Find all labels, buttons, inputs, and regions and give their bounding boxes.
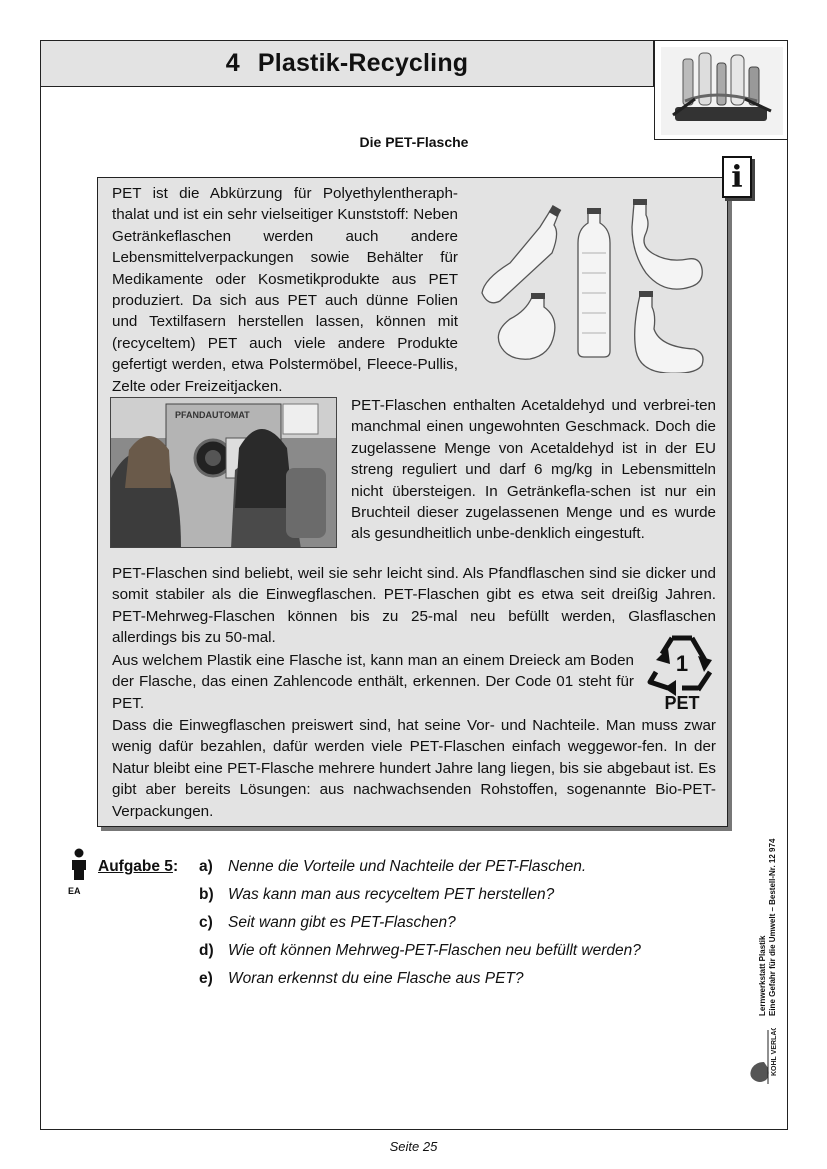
info-paragraph-1: PET ist die Abkürzung für Polyethylentheraph-thalat und ist ein sehr vielseitiger Kunststoff: Neben Getränkeflaschen werden auch andere Lebensmittelverpackungen sowie Behälter für Medikamente oder Kosmetikprodukte aus PET produziert. Da sich aus PET auch dünne Folien und Textilfasern herstellen lassen, können mit (recyceltem) PET auch viele andere Produkte gefertigt werden, etwa Polstermöbel, Fleece-Pullis, Zelte oder Freizeitjacken.: [112, 185, 458, 395]
title-bar: [40, 40, 654, 87]
task-label: [98, 858, 178, 876]
info-paragraph-4: Aus welchem Plastik eine Flasche ist, kann man an einem Dreieck am Boden der Flasche, das einen Zahlencode enthält, erkennen. Der Code 01 steht für PET.: [112, 652, 634, 712]
sidebar-subtitle-order-number: Eine Gefahr für die Umwelt – Bestell-Nr. 12 974: [768, 838, 777, 1016]
task-colon: :: [172, 858, 179, 875]
section-subheading: Die PET-Flasche: [359, 134, 469, 150]
pet-recycling-symbol-icon: [642, 626, 722, 712]
crushed-bottles-photo: [470, 193, 718, 373]
bottle-deposit-machine-photo: [110, 397, 337, 548]
question-c: c) Seit wann gibt es PET-Flaschen?: [199, 914, 456, 931]
header-photo-plastic-waste: [654, 40, 788, 140]
publisher-logo: [746, 1028, 780, 1090]
task-mode-label: EA: [68, 886, 81, 896]
recycle-code: 1: [675, 651, 689, 676]
recycle-name: PET: [664, 693, 700, 712]
chapter-heading: [226, 49, 469, 78]
info-paragraph-2: PET-Flaschen enthalten Acetaldehyd und verbrei-ten manchmal einen ungewohnten Geschmack. Doch die zugelassene Menge von Acetaldehyd ist in der EU streng reguliert und darf 6 mg/kg in Lebensmitteln nicht übersteigen. In Getränkefla-schen ist nur ein Bruchteil dieser zugelassenen Menge und es wurde als gesundheitlich unbe-denklich eingestuft.: [351, 397, 716, 543]
question-e: e) Woran erkennst du eine Flasche aus PET?: [199, 970, 524, 987]
page-number: Seite 25: [389, 1139, 438, 1154]
chapter-number: 4: [225, 49, 240, 77]
sidebar-series-title: Lernwerkstatt Plastik: [758, 935, 767, 1016]
info-icon: i: [722, 156, 752, 198]
question-b: b) Was kann man aus recyceltem PET herstellen?: [199, 886, 555, 903]
question-a: a) Nenne die Vorteile und Nachteile der PET-Flaschen.: [199, 858, 587, 875]
info-paragraph-3: PET-Flaschen sind beliebt, weil sie sehr leicht sind. Als Pfandflaschen sind sie dicker und somit stabiler als die Einwegflaschen. PET-Flaschen gibt es etwa seit dreißig Jahren. PET-Mehrweg-Flaschen können bis zu 25-mal neu befüllt werden, Glasflaschen allerdings bis zu 50-mal.: [112, 565, 716, 647]
task-title: Aufgabe 5: [98, 858, 173, 875]
publisher-name: KOHL VERLAG: [771, 1028, 778, 1076]
machine-label: PFANDAUTOMAT: [175, 410, 250, 420]
question-d: d) Wie oft können Mehrweg-PET-Flaschen neu befüllt werden?: [199, 942, 641, 959]
info-paragraph-5: Dass die Einwegflaschen preiswert sind, hat seine Vor- und Nachteile. Man muss zwar wenig dafür bezahlen, dafür werden viele PET-Flaschen einfach weggewor-fen. In der Natur bleibt eine PET-Flasche mehrere hundert Jahre lang liegen, bis sie abgebaut ist. Es gibt aber bereits Lösungen: aus nachwachsenden Rohstoffen, sogenannte Bio-PET-Verpackungen.: [112, 717, 716, 820]
person-icon: [70, 848, 88, 880]
chapter-title: Plastik-Recycling: [257, 49, 469, 77]
